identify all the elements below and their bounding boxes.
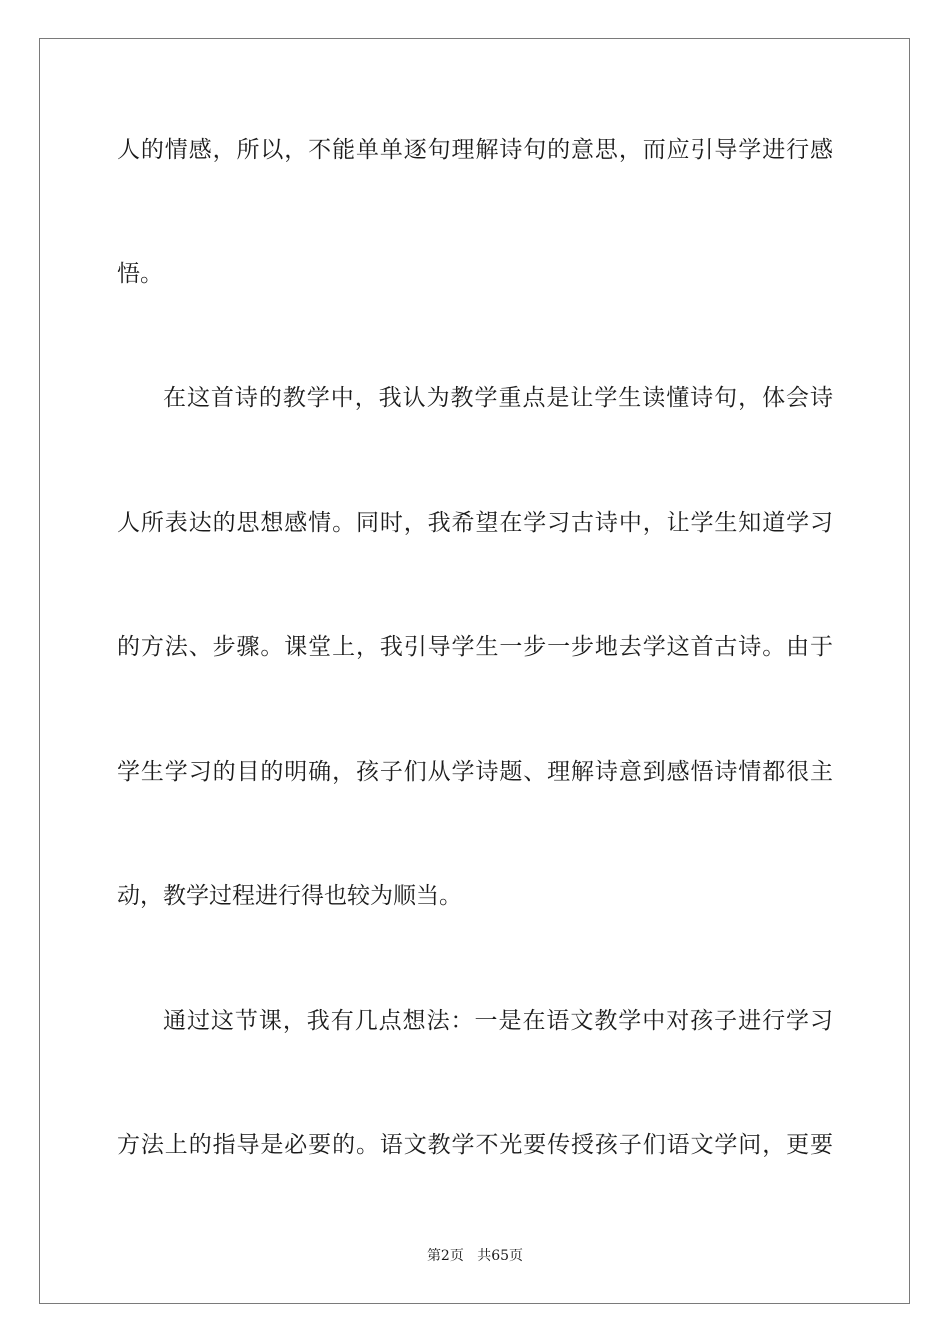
page-border xyxy=(39,38,910,1304)
paragraph-line: 的方法、步骤。课堂上，我引导学生一步一步地去学这首古诗。由于 xyxy=(117,634,833,660)
paragraph-line: 人的情感，所以，不能单单逐句理解诗句的意思，而应引导学进行感 xyxy=(117,137,833,163)
paragraph-line: 悟。 xyxy=(117,261,163,287)
paragraph-line: 动，教学过程进行得也较为顺当。 xyxy=(117,883,462,909)
paragraph-line: 人所表达的思想感情。同时，我希望在学习古诗中，让学生知道学习 xyxy=(117,510,833,536)
paragraph-line: 在这首诗的教学中，我认为教学重点是让学生读懂诗句，体会诗 xyxy=(163,385,833,411)
paragraph-line: 学生学习的目的明确，孩子们从学诗题、理解诗意到感悟诗情都很主 xyxy=(117,759,833,785)
paragraph-line: 方法上的指导是必要的。语文教学不光要传授孩子们语文学问，更要 xyxy=(117,1132,833,1158)
paragraph-line: 通过这节课，我有几点想法：一是在语文教学中对孩子进行学习 xyxy=(163,1008,833,1034)
page-footer xyxy=(0,1247,950,1265)
page-total: 共65页 xyxy=(477,1248,524,1264)
page-number: 第2页 xyxy=(426,1248,464,1264)
